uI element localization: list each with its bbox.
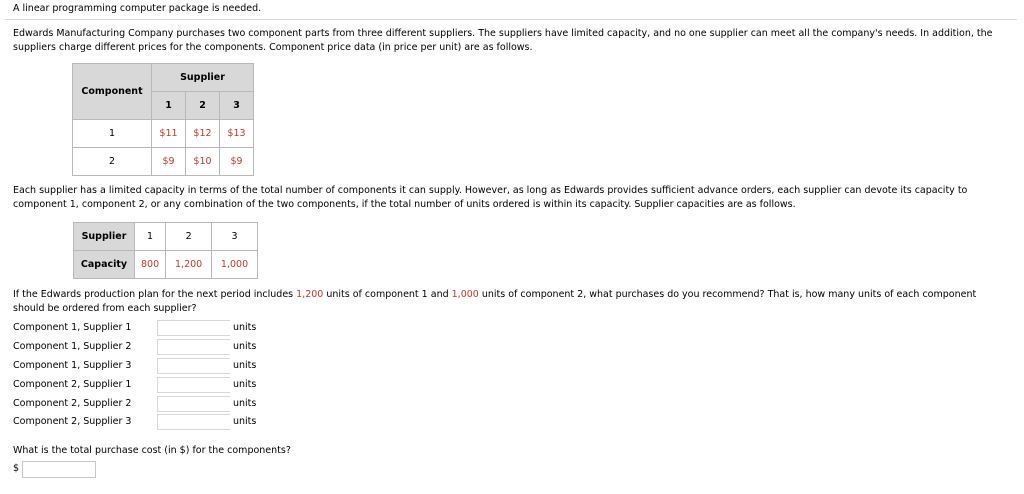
- supplier-number-cell: 3: [212, 223, 258, 251]
- question-text: units of component 1 and: [323, 289, 452, 300]
- answer-label: Component 1, Supplier 2: [13, 341, 132, 352]
- capacity-row-header: Capacity: [74, 251, 135, 279]
- unit-label: units: [233, 416, 257, 427]
- table-row: [74, 223, 258, 251]
- supplier-number-cell: 1: [135, 223, 166, 251]
- price-cell: $13: [220, 120, 254, 148]
- answer-input-c1-s1[interactable]: [157, 320, 230, 336]
- question-paragraph: [13, 288, 993, 316]
- price-cell: $11: [152, 120, 186, 148]
- unit-label: units: [233, 322, 257, 333]
- total-cost-question: What is the total purchase cost (in $) for the components?: [13, 445, 291, 456]
- divider: [5, 19, 1017, 20]
- answer-label: Component 2, Supplier 3: [13, 416, 132, 427]
- table-row: [74, 251, 258, 279]
- component-cell: 2: [73, 148, 152, 176]
- capacity-cell: 1,200: [166, 251, 212, 279]
- question-text: units of component 2, what purchases do you recommend? That is, how many units of each component should be ordered from each supplier?: [13, 289, 977, 314]
- answer-label: Component 2, Supplier 1: [13, 379, 132, 390]
- supplier-2-header: 2: [186, 92, 220, 120]
- unit-label: units: [233, 398, 257, 409]
- component-1-units: 1,200: [296, 289, 324, 300]
- supplier-3-header: 3: [220, 92, 254, 120]
- component-cell: 1: [73, 120, 152, 148]
- capacity-table: [73, 222, 258, 279]
- answer-label: Component 2, Supplier 2: [13, 398, 132, 409]
- price-cell: $10: [186, 148, 220, 176]
- answer-input-c1-s2[interactable]: [157, 339, 230, 355]
- answer-label: Component 1, Supplier 3: [13, 360, 132, 371]
- answer-input-c2-s2[interactable]: [157, 396, 230, 412]
- answer-input-c2-s1[interactable]: [157, 377, 230, 393]
- answer-input-c2-s3[interactable]: [157, 414, 230, 430]
- supplier-row-header: Supplier: [74, 223, 135, 251]
- question-text: If the Edwards production plan for the next period includes: [13, 289, 297, 300]
- supplier-number-cell: 2: [166, 223, 212, 251]
- dollar-sign: $: [13, 463, 20, 474]
- problem-paragraph-2: Each supplier has a limited capacity in terms of the total number of components it can supply. However, as long as Edwards provides sufficient advance orders, each supplier can devote its capacity to component 1, component 2, or any combination of the two components, if the total number of units ordered is within its capacity. Supplier capacities are as follows.: [13, 185, 968, 210]
- capacity-cell: 800: [135, 251, 166, 279]
- problem-paragraph-1: Edwards Manufacturing Company purchases two component parts from three different suppliers. The suppliers have limited capacity, and no one supplier can meet all the company's needs. In addition, the suppliers charge different prices for the components. Component price data (in price per unit) are as follows.: [13, 28, 993, 53]
- capacity-cell: 1,000: [212, 251, 258, 279]
- price-cell: $9: [220, 148, 254, 176]
- unit-label: units: [233, 341, 257, 352]
- component-2-units: 1,000: [451, 289, 479, 300]
- unit-label: units: [233, 379, 257, 390]
- price-cell: $9: [152, 148, 186, 176]
- intro-text: A linear programming computer package is needed.: [13, 3, 262, 14]
- answer-input-c1-s3[interactable]: [157, 358, 230, 374]
- supplier-1-header: 1: [152, 92, 186, 120]
- table-row: [73, 120, 254, 148]
- price-table: [72, 63, 254, 176]
- price-cell: $12: [186, 120, 220, 148]
- unit-label: units: [233, 360, 257, 371]
- answer-label: Component 1, Supplier 1: [13, 322, 132, 333]
- total-cost-input[interactable]: [22, 461, 96, 478]
- table-row: [73, 148, 254, 176]
- supplier-header: Supplier: [152, 64, 254, 92]
- component-header: Component: [73, 64, 152, 120]
